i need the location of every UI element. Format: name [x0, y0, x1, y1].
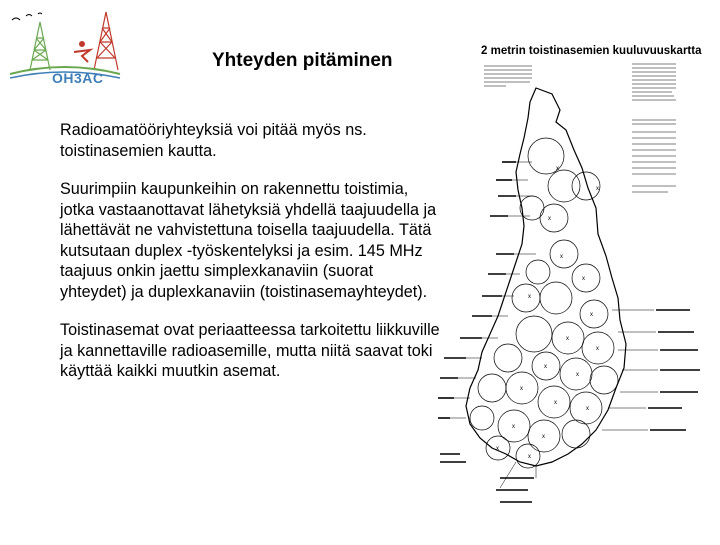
- svg-text:x: x: [586, 406, 589, 412]
- svg-text:x: x: [544, 364, 547, 370]
- slide-body: [60, 120, 440, 400]
- svg-text:x: x: [528, 294, 531, 300]
- logo-callsign: OH3AC: [52, 70, 104, 86]
- map-title: 2 metrin toistinasemien kuuluvuuskartta: [481, 45, 702, 57]
- oh3ac-logo: [4, 4, 122, 90]
- svg-text:x: x: [548, 216, 551, 222]
- svg-text:x: x: [512, 424, 515, 430]
- slide-title: Yhteyden pitäminen: [212, 50, 393, 71]
- repeater-coverage-map: [436, 58, 720, 540]
- paragraph-repeaters-intro: Radioamatööriyhteyksiä voi pitää myös ns. toistinasemien kautta.: [60, 121, 367, 160]
- svg-text:x: x: [520, 386, 523, 392]
- svg-text:x: x: [582, 276, 585, 282]
- svg-text:x: x: [590, 312, 593, 318]
- svg-text:x: x: [596, 346, 599, 352]
- svg-text:x: x: [566, 336, 569, 342]
- svg-text:x: x: [596, 186, 599, 192]
- paragraph-duplex: Suurimpiin kaupunkeihin on rakennettu toistimia, jotka vastaanottavat lähetyksiä yhdellä taajuudella ja lähettävät ne vahvistettuna toisella taajuudella. Tätä kutsutaan duplex -työskentelyksi ja esim. 145 MHz taajuus onkin jaettu simplexkanaviin (suorat yhteydet) ja duplexkanaviin (toistinasemayhteydet).: [60, 180, 437, 301]
- finland-map-image: [436, 58, 720, 540]
- paragraph-mobile-stations: Toistinasemat ovat periaatteessa tarkoitettu liikkuville ja kannettaville radioasemille, mutta niitä saavat toki käyttää kaikki muutkin asemat.: [60, 321, 440, 380]
- svg-text:x: x: [576, 372, 579, 378]
- svg-text:x: x: [542, 434, 545, 440]
- svg-text:x: x: [560, 254, 563, 260]
- svg-text:x: x: [556, 166, 559, 172]
- svg-text:x: x: [496, 446, 499, 452]
- svg-text:x: x: [554, 400, 557, 406]
- svg-text:x: x: [528, 454, 531, 460]
